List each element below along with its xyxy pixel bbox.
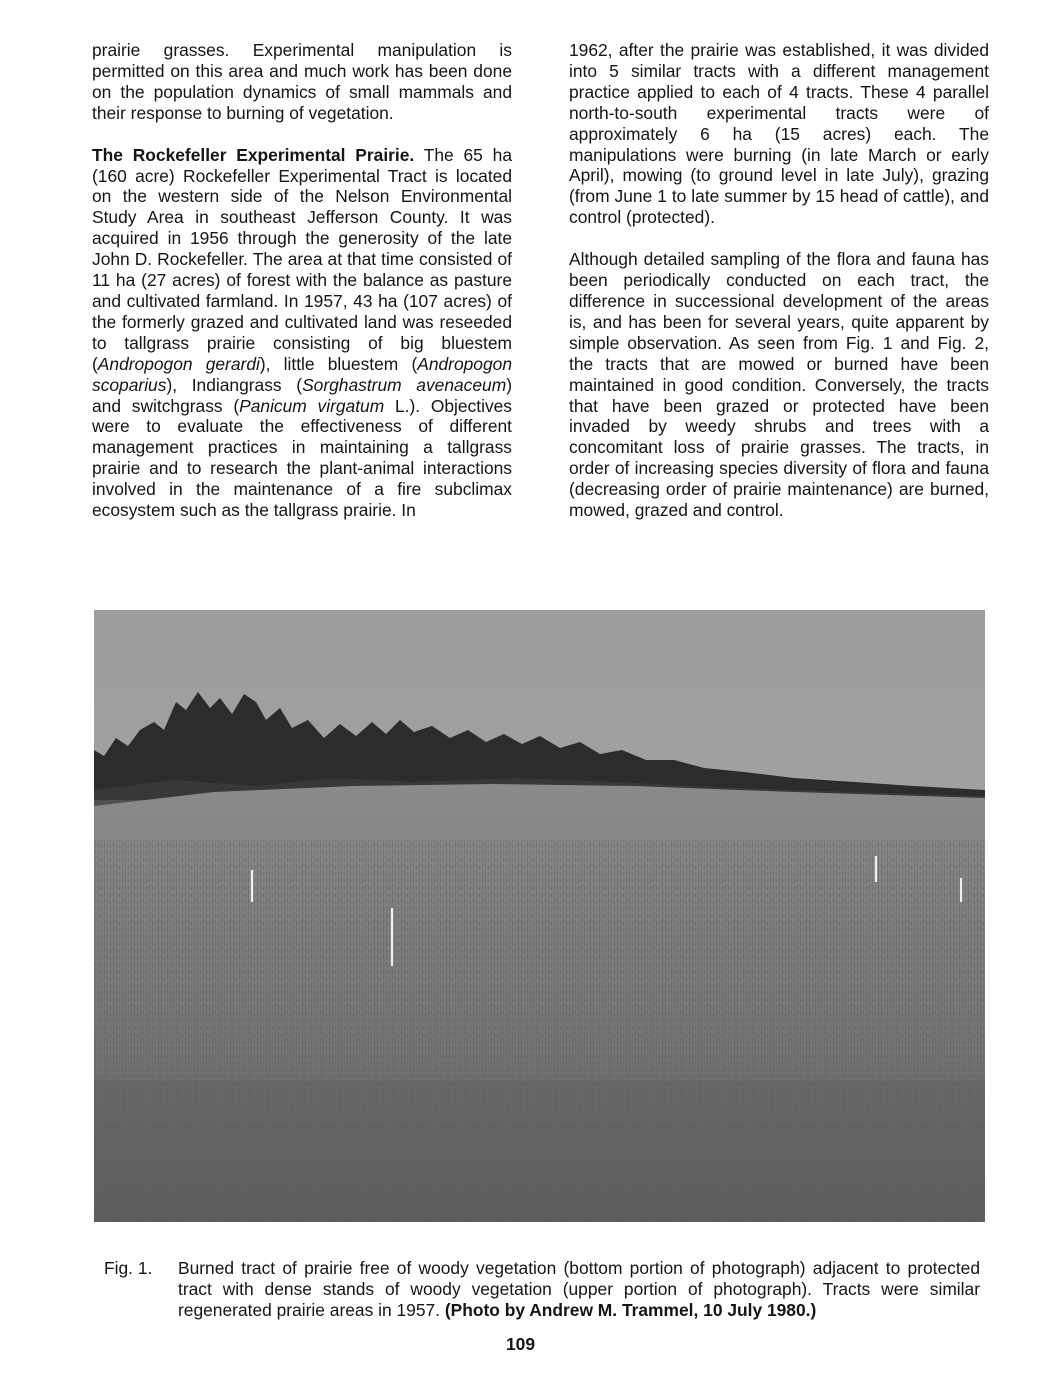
right-text-column [569,40,989,521]
caption-body: Burned tract of prairie free of woody vegetation (bottom portion of photograph) adjacent to protected tract with dense stands of woody vegetation (upper portion of photograph). Tracts were similar regenerated prairie areas in 1957. [178,1258,980,1320]
left-paragraph-2 [92,145,512,521]
photo-credit: (Photo by Andrew M. Trammel, 10 July 1980.) [444,1300,817,1320]
species-name: Andropogon scoparius [92,353,512,395]
text-run: ), Indiangrass ( [166,374,303,395]
photo-illustration [94,610,985,1222]
right-paragraph-2: Although detailed sampling of the flora and fauna has been periodically conducted on each tract, the difference in successional development of the areas is, and has been for several years, quite apparent by simple observation. As seen from Fig. 1 and Fig. 2, the tracts that are mowed or burned have been maintained in good condition. Conversely, the tracts that have been grazed or protected have been invaded by weedy shrubs and trees with a concomitant loss of prairie grasses. The tracts, in order of increasing species diversity of flora and fauna (decreasing order of prairie maintenance) are burned, mowed, grazed and control. [569,249,989,521]
text-run: ), little bluestem ( [259,353,418,374]
species-name: Sorghastrum avenaceum [302,374,507,395]
text-run: The 65 ha (160 acre) Rockefeller Experimental Tract is located on the western side of the Nelson Environmental Study Area in southeast Jefferson County. It was acquired in 1956 through the generosity of the late John D. Rockefeller. The area at that time consisted of 11 ha (27 acres) of forest with the balance as pasture and cultivated farmland. In 1957, 43 ha (107 acres) of the formerly grazed and cultivated land was reseeded to tallgrass prairie consisting of big bluestem ( [92,144,512,374]
field-foreground-shade [94,1080,985,1222]
left-text-column [92,40,512,521]
prairie-photograph [94,610,985,1222]
text-run: L.). Objectives were to evaluate the effectiveness of different management practices in maintaining a tallgrass prairie and to research the plant-animal interactions involved in the maintenance of a fire subclimax ecosystem such as the tallgrass prairie. In [92,395,513,521]
figure-caption [104,1258,980,1321]
right-paragraph-1: 1962, after the prairie was established, it was divided into 5 similar tracts with a different management practice applied to each of 4 tracts. These 4 parallel north-to-south experimental tracts were of approximately 6 ha (15 acres) each. The manipulations were burning (in late March or early April), mowing (to ground level in late July), grazing (from June 1 to late summer by 15 head of cattle), and control (protected). [569,40,989,228]
left-paragraph-1: prairie grasses. Experimental manipulation is permitted on this area and much work has been done on the population dynamics of small mammals and their response to burning of vegetation. [92,40,512,123]
species-name: Andropogon gerardi [97,353,260,374]
caption-text [178,1258,980,1321]
species-name: Panicum virgatum [239,395,385,416]
page-number: 109 [505,1334,535,1354]
text-run: ) and switchgrass ( [92,374,512,416]
figure-label: Fig. 1. [104,1258,153,1278]
section-heading: The Rockefeller Experimental Prairie. [92,144,415,165]
